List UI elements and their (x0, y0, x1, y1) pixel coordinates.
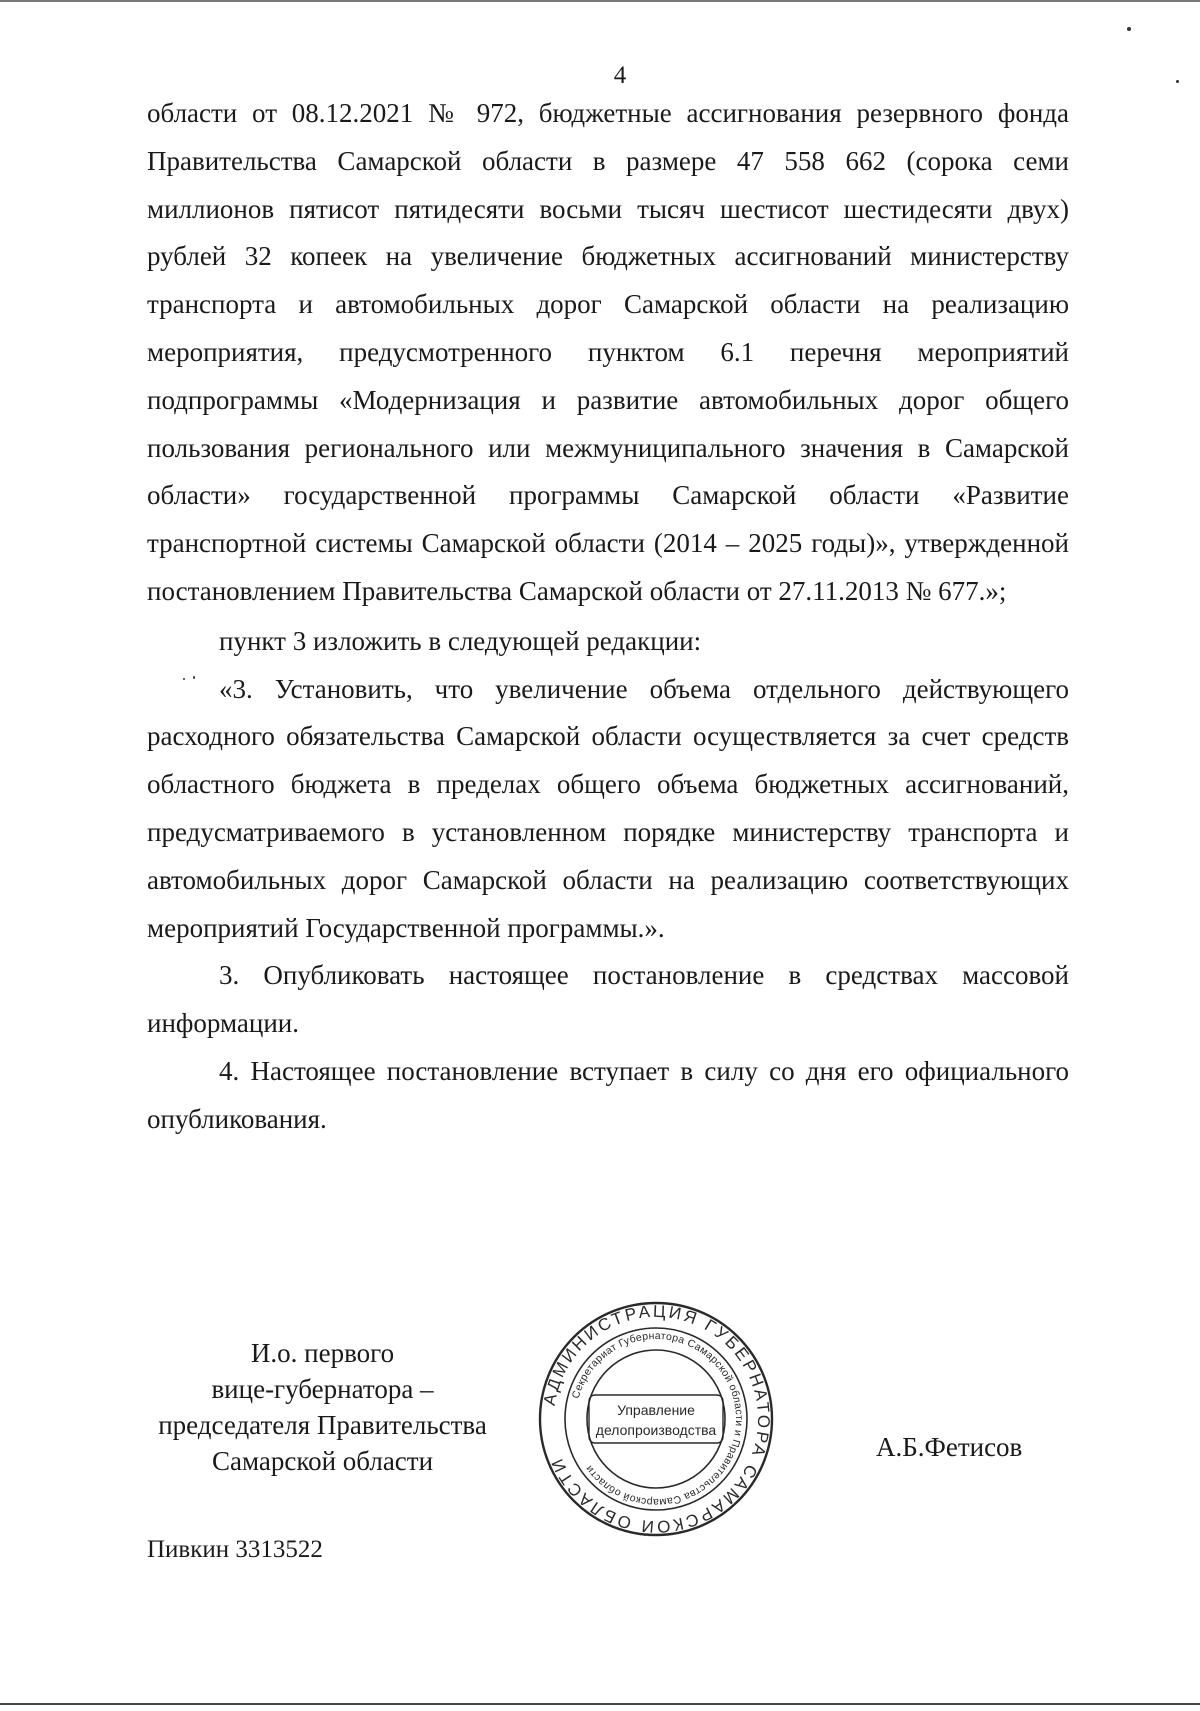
signer-title-line: председателя Правительства (158, 1410, 487, 1440)
signer-title-line: вице-губернатора – (211, 1374, 434, 1404)
official-seal (537, 1300, 775, 1538)
signer-title (140, 1335, 505, 1479)
paragraph-publication: 3. Опубликовать настоящее постановление в средствах массовой информации. (147, 960, 1069, 1039)
paragraph-entry-into-force: 4. Настоящее постановление вступает в силу со дня его официального опубликования. (147, 1055, 1069, 1134)
page-number: 4 (613, 62, 627, 89)
seal-outer-text: АДМИНИСТРАЦИЯ ГУБЕРНАТОРА САМАРСКОЙ ОБЛАСТИ (539, 1301, 774, 1537)
scan-edge-bottom (0, 1703, 1200, 1705)
paragraph-budget-allocation: области от 08.12.2021 № 972, бюджетные ассигнования резервного фонда Правительства Самарской области в размере 47 558 662 (сорока семи миллионов пятисот пятидесяти восьми тысяч шестисот шестидесяти двух) рублей 32 копеек на увеличение бюджетных ассигнований министерству транспорта и автомобильных дорог Самарской области на реализацию мероприятия, предусмотренного пунктом 6.1 перечня мероприятий подпрограммы «Модернизация и развитие автомобильных дорог общего пользования регионального или межмуниципального значения в Самарской области» государственной программы Самарской области «Развитие транспортной системы Самарской области (2014 – 2025 годы)», утвержденной постановлением Правительства Самарской области от 27.11.2013 № 677.»; (147, 98, 1069, 606)
document-body (147, 90, 1069, 1144)
seal-inner-text: Секретариат Губернатора Самарской области и Правительства Самарской области (569, 1329, 746, 1509)
seal-center-line: делопроизводства (595, 1422, 717, 1438)
seal-middle-ring (565, 1328, 747, 1510)
scan-edge-top (0, 0, 1200, 2)
paragraph-amend-clause-3: пункт 3 изложить в следующей редакции: (219, 625, 702, 656)
scan-speck (1127, 27, 1131, 31)
svg-text:Секретариат Губернатора Самарс (570, 1330, 745, 1508)
signer-name: А.Б.Фетисов (876, 1432, 1023, 1462)
signer-title-line: И.о. первого (250, 1338, 395, 1368)
executor-contact: Пивкин 3313522 (147, 1536, 323, 1563)
paragraph-clause-3-text: «3. Установить, что увеличение объема отдельного действующего расходного обязательства Самарской области осуществляется за счет средств областного бюджета в пределах общего объема бюджетных ассигнований, предусматриваемого в установленном порядке министерству транспорта и автомобильных дорог Самарской области на реализацию соответствующих мероприятий Государственной программы.». (147, 673, 1069, 943)
seal-inner-ring (587, 1350, 725, 1488)
signer-title-line: Самарской области (211, 1446, 434, 1476)
scan-speck (1176, 80, 1179, 83)
seal-center-line: Управление (617, 1402, 695, 1418)
